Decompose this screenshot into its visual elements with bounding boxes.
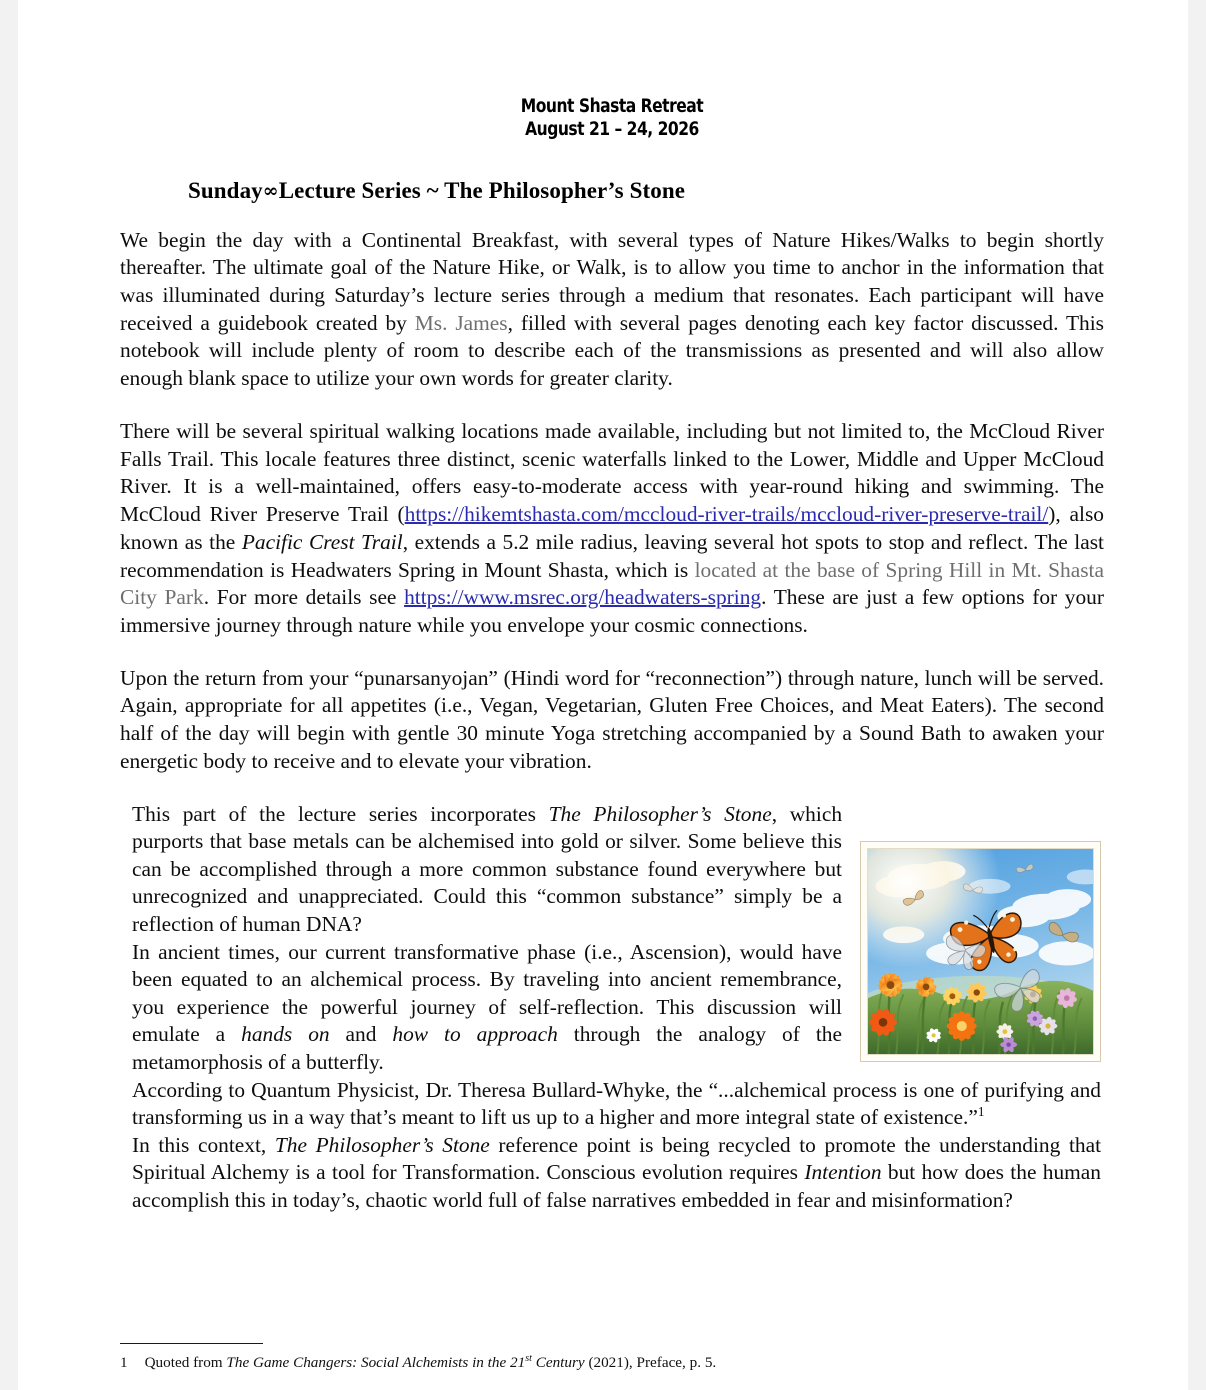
body-column [120, 227, 1104, 1215]
footnote-text-a: Quoted from [144, 1354, 227, 1371]
infinity-icon: ∞ [262, 179, 279, 202]
p1-text-b: , filled with several pages denoting each key factor discussed. This notebook will include plenty of room to describe each of the transmissions as presented and will also allow enough blank space to utilize your own words for greater clarity. [120, 310, 1104, 391]
p2-text-d: . For more details see [203, 585, 405, 610]
section-title [188, 178, 1104, 204]
b1-text-b: , which purports that base metals can be alchemised into gold or silver. Some believe this can be accomplished through a more common substance found everywhere but unrecognized and unappreciated. Could this “common substance” simply be a reflection of human DNA? [132, 801, 843, 936]
footnote-marker[interactable]: 1 [977, 1104, 985, 1120]
footnote-ordinal-suffix: st [525, 1352, 532, 1364]
b2-text-c: through the analogy of the metamorphosis of a butterfly. [132, 1022, 842, 1075]
footnote-source-title-2: Century [531, 1354, 585, 1371]
link-headwaters-spring[interactable]: https://www.msrec.org/headwaters-spring [404, 585, 762, 610]
document-page [18, 0, 1188, 1390]
link-mccloud-river-preserve-trail[interactable]: https://hikemtshasta.com/mccloud-river-trails/mccloud-river-preserve-trail/ [404, 502, 1049, 527]
b2-text-b: and [329, 1022, 393, 1047]
section-title-day: Sunday [188, 177, 263, 203]
lecture-detail-block [120, 801, 1104, 1215]
retreat-title: Mount Shasta Retreat [520, 96, 704, 117]
lecture-paragraph-spiritual-alchemy [132, 1132, 1101, 1215]
footnote-text-b: (2021), Preface, p. 5. [584, 1354, 717, 1371]
p2-text-b: ), also known as the [120, 502, 1104, 554]
b1-italic-title: The Philosopher’s Stone [548, 801, 772, 826]
b3-text-a: According to Quantum Physicist, Dr. Theresa Bullard-Whyke, the “...alchemical process is one of purifying and transforming us in a way that’s meant to lift us up to a higher and more integral state of existence.” [132, 1077, 1101, 1130]
p2-text-c: , extends a 5.2 mile radius, leaving several hot spots to stop and reflect. The last recommendation is Headwaters Spring in Mount Shasta, which is [120, 529, 1104, 582]
paragraph-walking-locations [120, 418, 1104, 640]
retreat-dates: August 21 – 24, 2026 [525, 119, 699, 141]
footnote-separator-rule [120, 1343, 263, 1344]
p2-text-e: . These are just a few options for your immersive journey through nature while you envelope your cosmic connections. [120, 585, 1104, 637]
p1-text-a: We begin the day with a Continental Breakfast, with several types of Nature Hikes/Walks to begin shortly thereafter. The ultimate goal of the Nature Hike, or Walk, is to allow you time to anchor in the information that was illuminated during Saturday’s lecture series through a medium that resonates. Each participant will have received a guidebook created by [120, 227, 1104, 335]
b2-text-a: In ancient times, our current transformative phase (i.e., Ascension), would have been equated to an alchemical process. By traveling into ancient remembrance, you experience the powerful journey of self-reflection. This discussion will emulate a [132, 939, 842, 1047]
section-title-rest: Lecture Series ~ The Philosopher’s Stone [278, 177, 686, 203]
b1-text-a: This part of the lecture series incorporates [132, 801, 549, 826]
b4-text-c: but how does the human accomplish this in today’s, chaotic world full of false narratives embedded in fear and misinformation? [132, 1160, 1101, 1213]
page-content-area [18, 0, 1188, 1390]
b4-text-b: reference point is being recycled to promote the understanding that Spiritual Alchemy is a tool for Transformation. Conscious evolution requires [132, 1132, 1102, 1185]
footnote-entry [120, 1353, 880, 1372]
b2-italic-hands-on: hands on [241, 1022, 330, 1047]
paragraph-lunch-and-yoga: Upon the return from your “punarsanyojan” (Hindi word for “reconnection”) through nature, lunch will be served. Again, appropriate for all appetites (i.e., Vegan, Vegetarian, Gluten Free Choices, and Meat Eaters). The second half of the day will begin with gentle 30 minute Yoga stretching accompanied by a Sound Bath to awaken your energetic body to receive and to elevate your vibration. [120, 665, 1104, 773]
lecture-paragraph-quote [132, 1077, 1101, 1132]
p1-person-name: Ms. James [414, 310, 508, 335]
p2-italic-pacific-crest-trail: Pacific Crest Trail [241, 529, 403, 554]
footnote-source-title: The Game Changers: Social Alchemists in the 21 [226, 1354, 526, 1371]
b2-italic-how-to-approach: how to approach [392, 1022, 558, 1047]
b4-italic-intention: Intention [804, 1160, 882, 1185]
butterfly-meadow-illustration [868, 849, 1093, 1054]
p2-muted-location: located at the base of Spring Hill in Mt. Shasta City Park [120, 557, 1104, 610]
photo-frame [867, 848, 1094, 1055]
b4-italic-title: The Philosopher’s Stone [274, 1132, 490, 1157]
p2-text-a: There will be several spiritual walking locations made available, including but not limited to, the McCloud River Falls Trail. This locale features three distinct, scenic waterfalls linked to the Lower, Middle and Upper McCloud River. It is a well-maintained, offers easy-to-moderate access with year-round hiking and swimming. The McCloud River Preserve Trail ( [120, 418, 1104, 527]
b4-text-a: In this context, [132, 1132, 275, 1157]
footnote-number: 1 [120, 1354, 128, 1371]
paragraph-intro [120, 227, 1104, 393]
figure-butterfly-meadow [860, 841, 1101, 1062]
footnote-area [120, 1343, 880, 1372]
document-header [120, 95, 1104, 142]
